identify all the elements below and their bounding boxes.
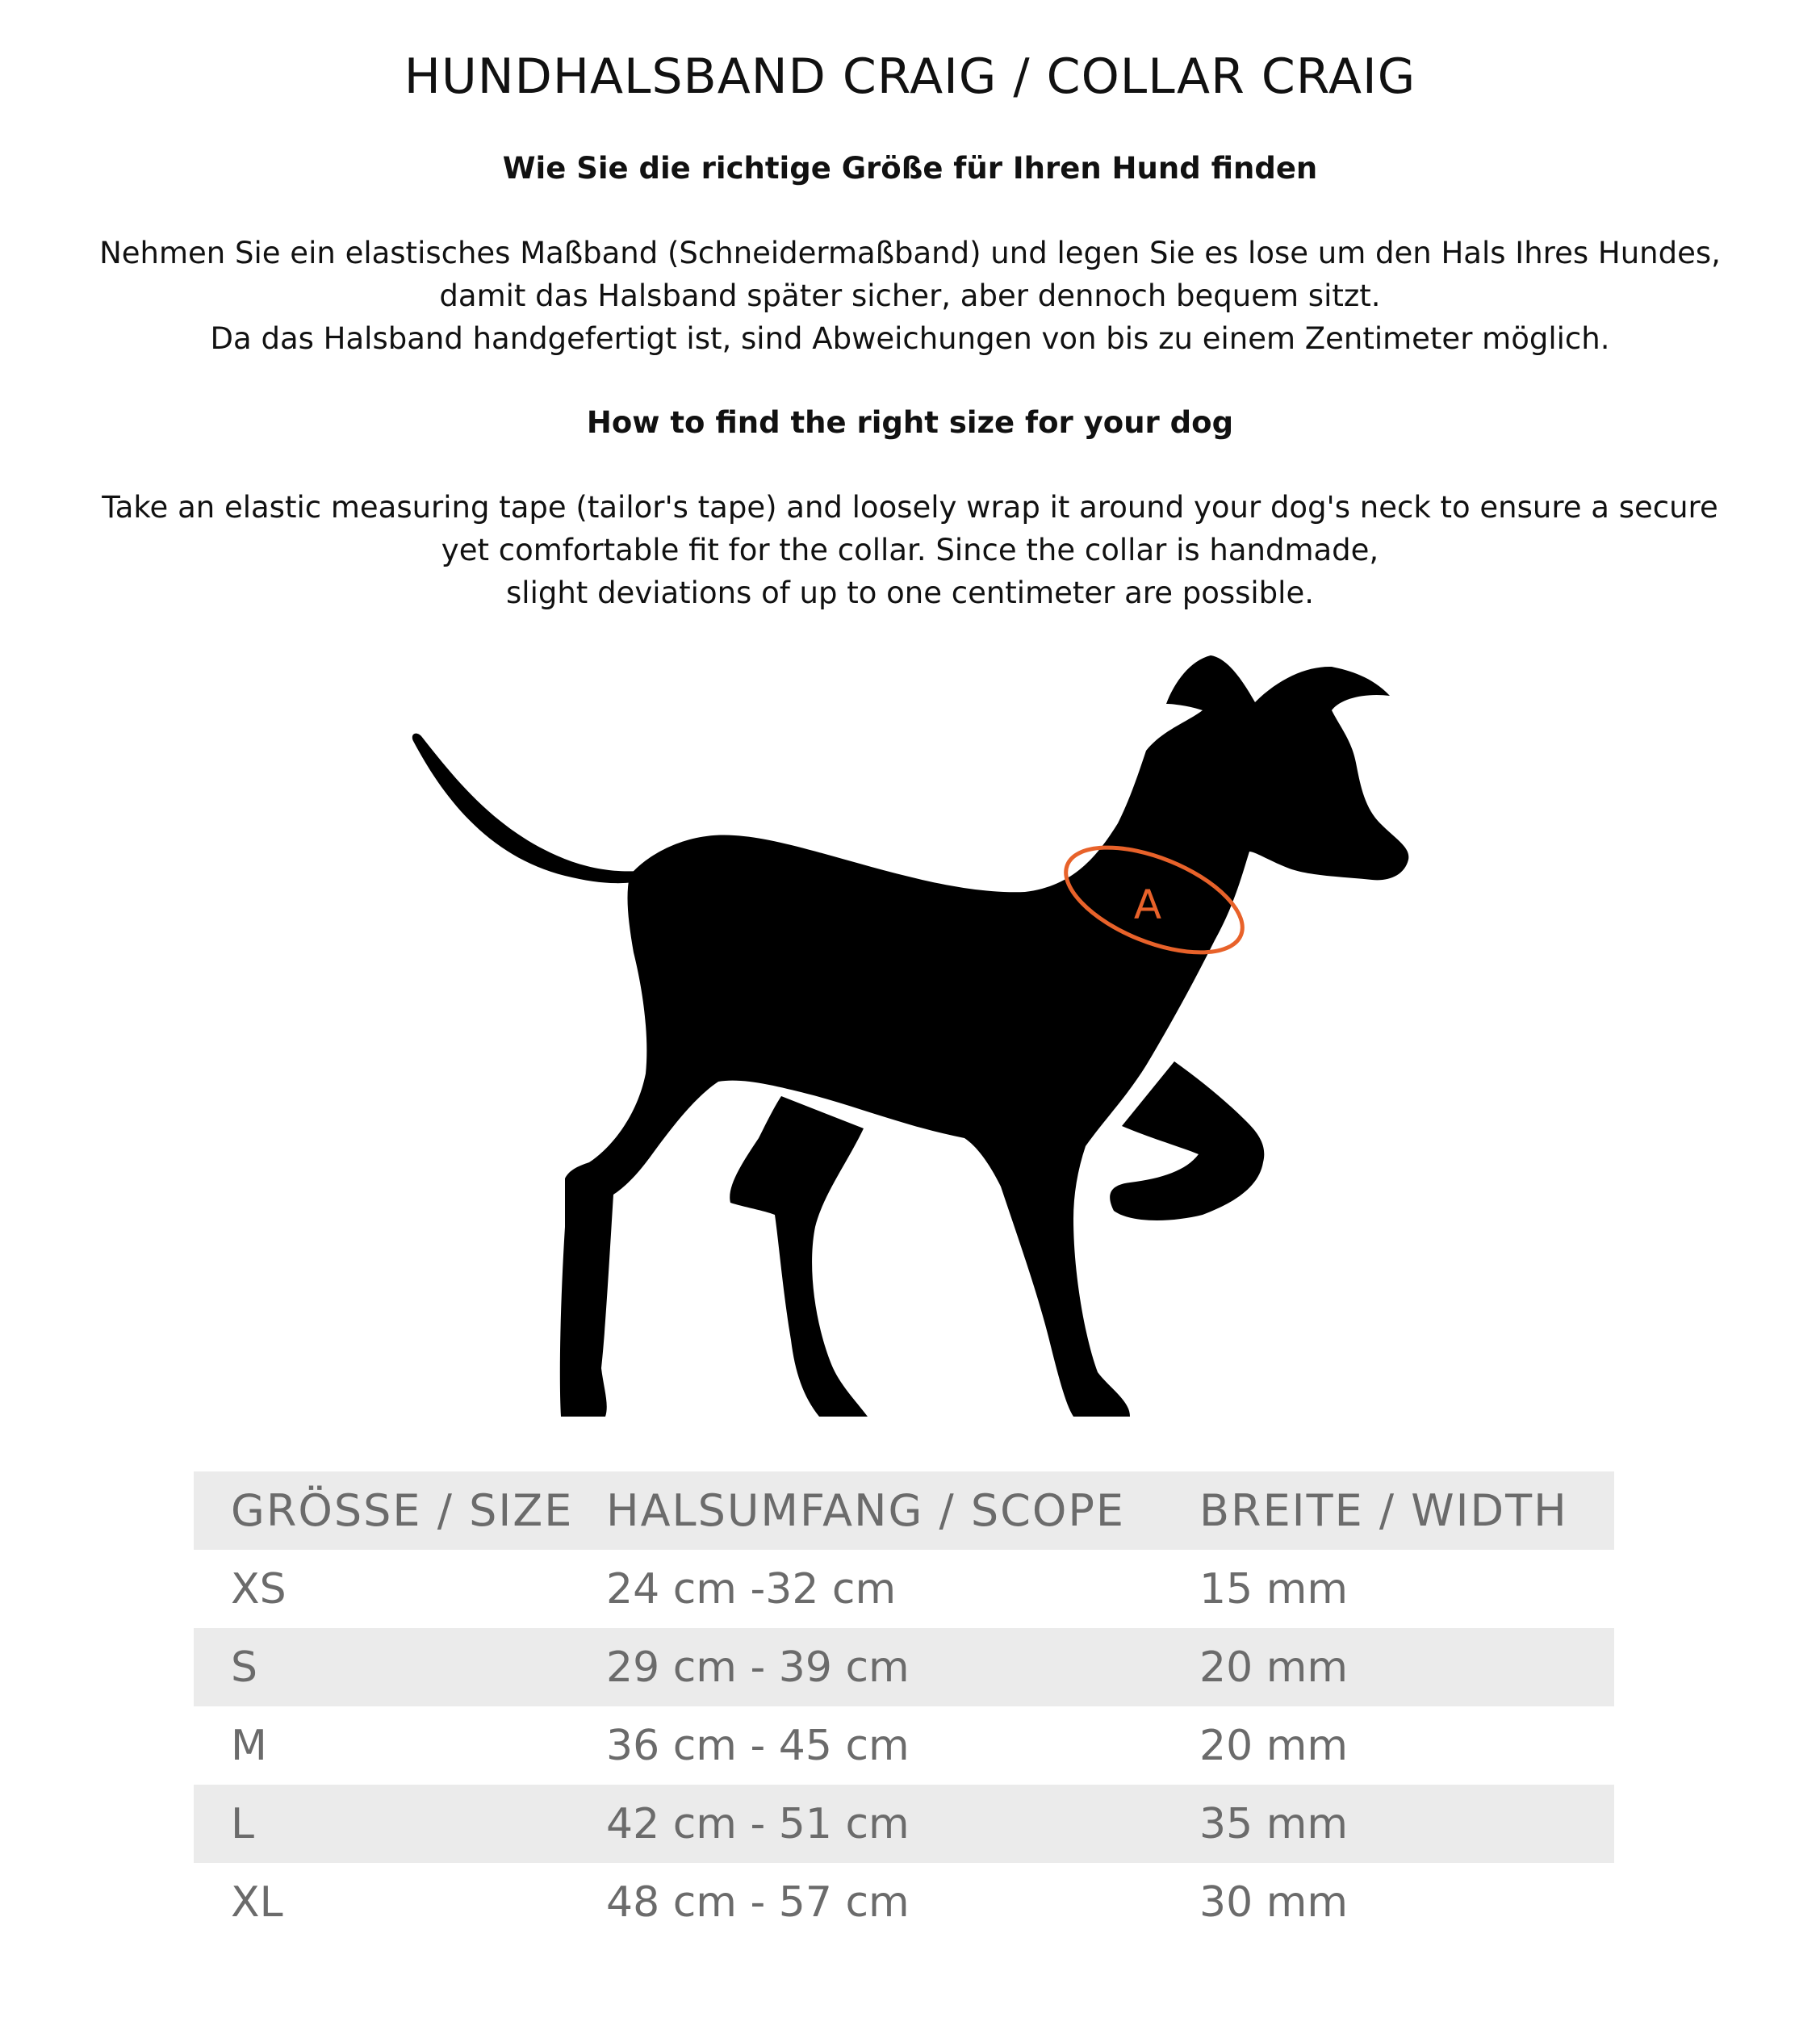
english-line: slight deviations of up to one centimeter are possible. bbox=[506, 576, 1314, 610]
german-heading: Wie Sie die richtige Größe für Ihren Hund finden bbox=[502, 151, 1318, 186]
size-table bbox=[194, 1471, 1614, 1941]
scope-cell: 48 cm - 57 cm bbox=[606, 1877, 910, 1927]
width-column-header: BREITE / WIDTH bbox=[1162, 1471, 1614, 1550]
scope-cell: 42 cm - 51 cm bbox=[569, 1785, 1162, 1863]
size-cell: L bbox=[194, 1785, 569, 1863]
english-line: yet comfortable fit for the collar. Since the collar is handmade, bbox=[441, 533, 1379, 567]
page-title: HUNDHALSBAND CRAIG / COLLAR CRAIG bbox=[404, 48, 1416, 105]
scope-cell: 29 cm - 39 cm bbox=[569, 1628, 1162, 1706]
size-cell: M bbox=[231, 1721, 267, 1770]
width-cell: 30 mm bbox=[1199, 1877, 1349, 1927]
german-line: damit das Halsband später sicher, aber dennoch bequem sitzt. bbox=[439, 278, 1381, 313]
german-instructions bbox=[81, 232, 1739, 360]
dog-silhouette bbox=[412, 655, 1408, 1417]
table-row bbox=[194, 1706, 1614, 1785]
scope-cell: 24 cm -32 cm bbox=[606, 1564, 897, 1614]
scope-column-header: HALSUMFANG / SCOPE bbox=[569, 1471, 1162, 1550]
english-instructions bbox=[81, 486, 1739, 614]
width-cell: 35 mm bbox=[1162, 1785, 1614, 1863]
english-heading: How to find the right size for your dog bbox=[586, 405, 1234, 440]
scope-cell: 36 cm - 45 cm bbox=[606, 1721, 910, 1770]
neck-measure-label: A bbox=[1133, 881, 1162, 928]
german-line: Da das Halsband handgefertigt ist, sind Abweichungen von bis zu einem Zentimeter möglich. bbox=[210, 321, 1610, 356]
german-line: Nehmen Sie ein elastisches Maßband (Schneidermaßband) und legen Sie es lose um den Hals Ihres Hundes, bbox=[99, 236, 1721, 270]
table-row bbox=[194, 1550, 1614, 1628]
size-cell: XS bbox=[231, 1564, 287, 1614]
table-row bbox=[194, 1863, 1614, 1941]
table-row bbox=[194, 1628, 1614, 1706]
size-table-header-row bbox=[194, 1471, 1614, 1550]
width-cell: 15 mm bbox=[1199, 1564, 1349, 1614]
size-column-header: GRÖSSE / SIZE bbox=[194, 1471, 569, 1550]
dog-silhouette-figure bbox=[404, 646, 1420, 1421]
english-line: Take an elastic measuring tape (tailor's tape) and loosely wrap it around your dog's neck to ensure a secure bbox=[102, 490, 1718, 525]
size-cell: S bbox=[194, 1628, 569, 1706]
table-row bbox=[194, 1785, 1614, 1863]
size-cell: XL bbox=[231, 1877, 283, 1927]
width-cell: 20 mm bbox=[1199, 1721, 1349, 1770]
width-cell: 20 mm bbox=[1162, 1628, 1614, 1706]
